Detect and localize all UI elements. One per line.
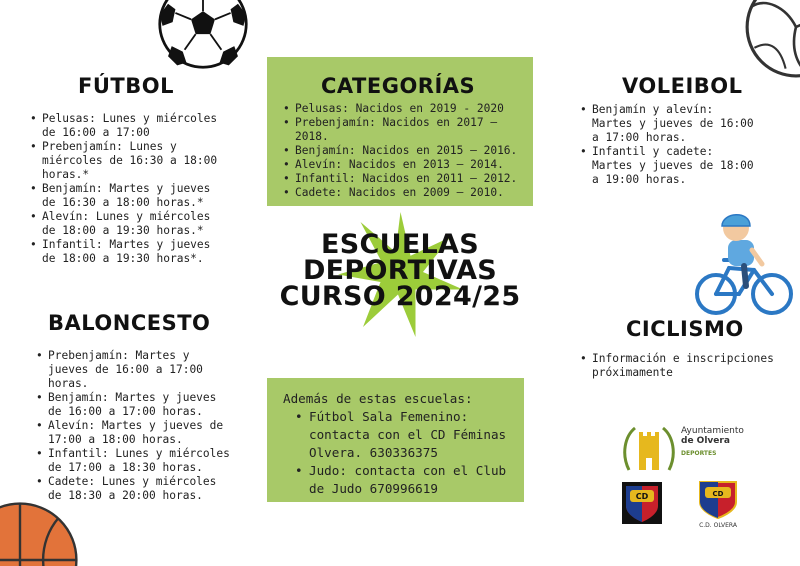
cyclist-icon — [694, 206, 794, 316]
cd-olvera-label: C.D. OLVERA — [699, 522, 737, 529]
list-item: • Benjamín: Nacidos en 2015 – 2016. — [283, 144, 528, 158]
list-item: • Prebenjamín: Lunes y miércoles de 16:30 a 18:00 horas.* — [30, 140, 230, 182]
list-item: • Infantil: Martes y jueves de 18:00 a 19:30 horas*. — [30, 238, 230, 266]
ciclismo-heading: CICLISMO — [626, 317, 744, 341]
baloncesto-schedule-list — [36, 349, 231, 503]
list-item: • Prebenjamín: Nacidos en 2017 – 2018. — [283, 116, 528, 144]
list-item: • Infantil: Nacidos en 2011 – 2012. — [283, 172, 528, 186]
title-line-3: CURSO 2024/25 — [279, 281, 521, 312]
svg-text:CD: CD — [635, 492, 649, 501]
basketball-icon — [0, 500, 80, 566]
svg-text:CD: CD — [712, 490, 724, 498]
ayuntamiento-line-2: de Olvera — [681, 436, 730, 446]
ciclismo-list — [580, 352, 780, 380]
list-item: • Prebenjamín: Martes y jueves de 16:00 a 17:00 horas. — [36, 349, 231, 391]
soccer-ball-icon — [157, 0, 249, 70]
list-item: • Benjamín: Martes y jueves de 16:00 a 17:00 horas. — [36, 391, 231, 419]
title-line-1: ESCUELAS — [320, 229, 480, 260]
ayuntamiento-line-3: DEPORTES — [681, 450, 717, 457]
list-item: • Judo: contacta con el Club de Judo 670996619 — [293, 462, 508, 498]
main-title — [270, 226, 530, 336]
list-item: • Fútbol Sala Femenino: contacta con el CD Féminas Olvera. 630336375 — [293, 408, 508, 462]
ayuntamiento-crest-icon — [623, 424, 675, 474]
club-crest-icon — [622, 482, 662, 524]
list-item: • Alevín: Lunes y miércoles de 18:00 a 19:30 horas.* — [30, 210, 230, 238]
ayuntamiento-name — [681, 426, 744, 459]
list-item: • Benjamín y alevín: Martes y jueves de 16:00 a 17:00 horas. — [580, 103, 755, 145]
list-item: • Cadete: Nacidos en 2009 – 2010. — [283, 186, 528, 200]
list-item: • Benjamín: Martes y jueves de 16:30 a 18:00 horas.* — [30, 182, 230, 210]
extra-list — [283, 408, 508, 498]
voleibol-schedule-list — [580, 103, 755, 187]
volleyball-icon — [744, 0, 800, 79]
ayuntamiento-line-1: Ayuntamiento — [681, 426, 744, 436]
list-item: • Información e inscripciones próximamente — [580, 352, 780, 380]
list-item: • Alevín: Martes y jueves de 17:00 a 18:00 horas. — [36, 419, 231, 447]
futbol-heading: FÚTBOL — [78, 74, 174, 98]
list-item: • Pelusas: Nacidos en 2019 - 2020 — [283, 102, 528, 116]
list-item: • Pelusas: Lunes y miércoles de 16:00 a 17:00 — [30, 112, 230, 140]
voleibol-heading: VOLEIBOL — [622, 74, 743, 98]
categorias-list — [283, 102, 528, 200]
list-item: • Infantil: Lunes y miércoles de 17:00 a 18:30 horas. — [36, 447, 231, 475]
title-line-2: DEPORTIVAS — [302, 255, 498, 286]
baloncesto-heading: BALONCESTO — [48, 311, 211, 335]
futbol-schedule-list — [30, 112, 230, 266]
list-item: • Alevín: Nacidos en 2013 – 2014. — [283, 158, 528, 172]
cd-olvera-crest-icon — [698, 480, 738, 520]
list-item: • Cadete: Lunes y miércoles de 18:30 a 20:00 horas. — [36, 475, 231, 503]
list-item: • Infantil y cadete: Martes y jueves de 18:00 a 19:00 horas. — [580, 145, 755, 187]
extra-schools-box — [267, 378, 524, 502]
extra-intro: Además de estas escuelas: — [283, 391, 473, 406]
categorias-heading: CATEGORÍAS — [321, 74, 476, 98]
